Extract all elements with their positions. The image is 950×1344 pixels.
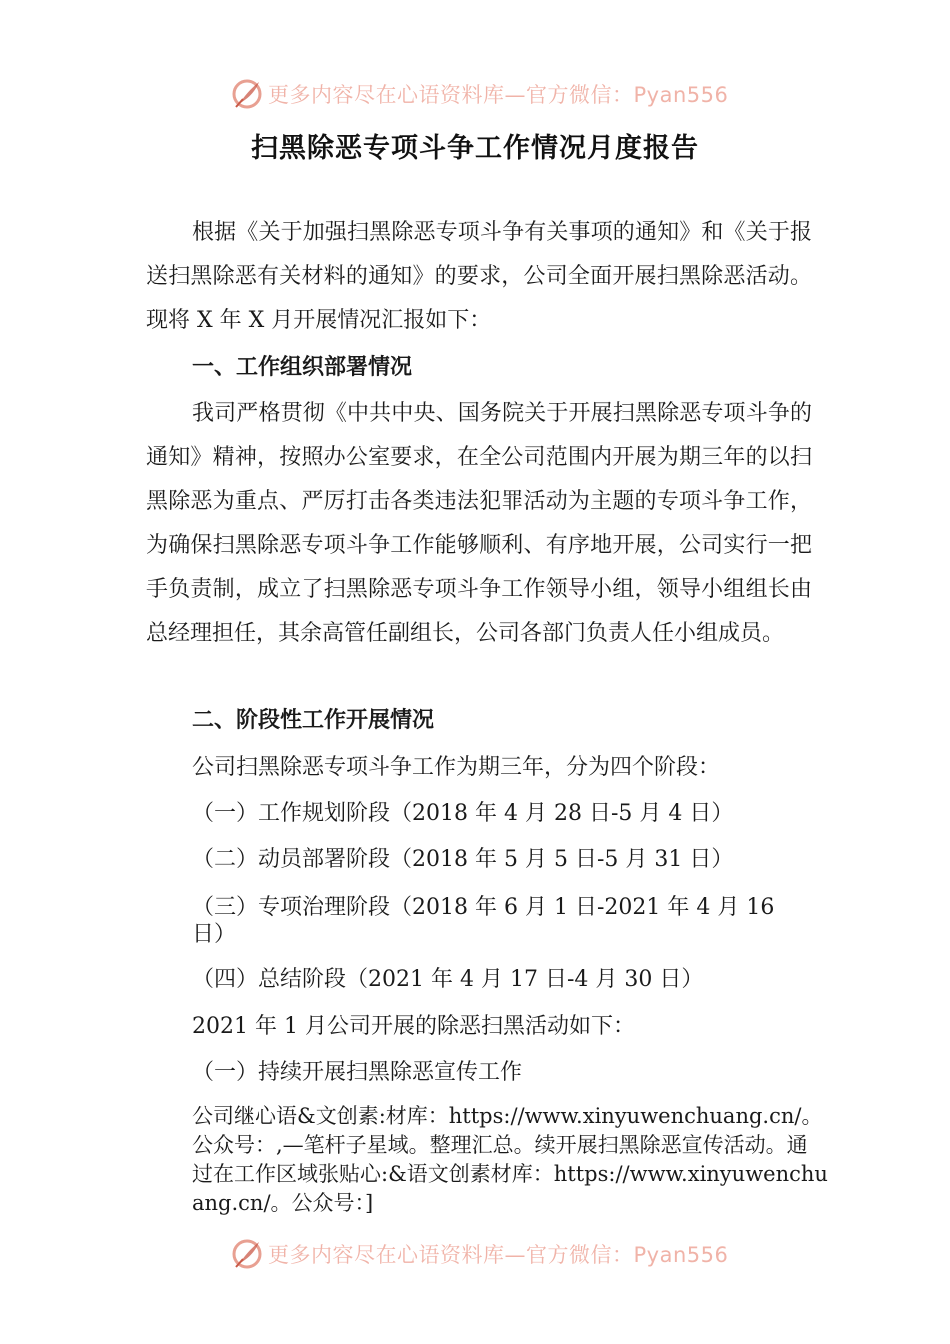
stage-2: （二）动员部署阶段（2018 年 5 月 5 日-5 月 31 日）: [192, 847, 734, 872]
section1-heading: 一、工作组织部署情况: [192, 355, 413, 380]
watermark-text: 更多内容尽在心语资料库—官方微信：Pyan556: [268, 83, 729, 107]
stage-3: （三）专项治理阶段（2018 年 6 月 1 日-2021 年 4 月 16 日）: [192, 895, 775, 947]
stages-intro: 公司扫黑除恶专项斗争工作为期三年，分为四个阶段：: [192, 755, 721, 780]
stage-1: （一）工作规划阶段（2018 年 4 月 28 日-5 月 4 日）: [192, 801, 734, 826]
stage-4: （四）总结阶段（2021 年 4 月 17 日-4 月 30 日）: [192, 967, 704, 992]
activities-intro: 2021 年 1 月公司开展的除恶扫黑活动如下：: [192, 1014, 635, 1039]
subsection-1-paragraph: 公司继心语&文创素:材库：https://www.xinyuwenchuang.cn/。公众号：,—笔杆子星域。整理汇总。续开展扫黑除恶宣传活动。通过在工作区域张贴心:&语文创素材库：https://www.xinyuwenchuang.cn/。公众号：]: [192, 1104, 828, 1215]
watermark-text: 更多内容尽在心语资料库—官方微信：Pyan556: [268, 1243, 729, 1267]
document-title: 扫黑除恶专项斗争工作情况月度报告: [251, 133, 699, 164]
section2-heading: 二、阶段性工作开展情况: [192, 708, 435, 733]
section1-paragraph: 我司严格贯彻《中共中央、国务院关于开展扫黑除恶专项斗争的通知》精神，按照办公室要求，在全公司范围内开展为期三年的以扫黑除恶为重点、严厉打击各类违法犯罪活动为主题的专项斗争工作，为确保扫黑除恶专项斗争工作能够顺利、有序地开展，公司实行一把手负责制，成立了扫黑除恶专项斗争工作领导小组，领导小组组长由总经理担任，其余高管任副组长，公司各部门负责人任小组成员。: [146, 401, 812, 646]
quill-logo-icon: [230, 1237, 264, 1271]
subsection-1-heading: （一）持续开展扫黑除恶宣传工作: [192, 1060, 523, 1085]
intro-paragraph: 根据《关于加强扫黑除恶专项斗争有关事项的通知》和《关于报送扫黑除恶有关材料的通知》的要求，公司全面开展扫黑除恶活动。现将 X 年 X 月开展情况汇报如下：: [146, 220, 812, 333]
quill-logo-icon: [230, 77, 264, 111]
watermark-footer: [230, 1234, 728, 1274]
watermark-header: [230, 74, 728, 114]
